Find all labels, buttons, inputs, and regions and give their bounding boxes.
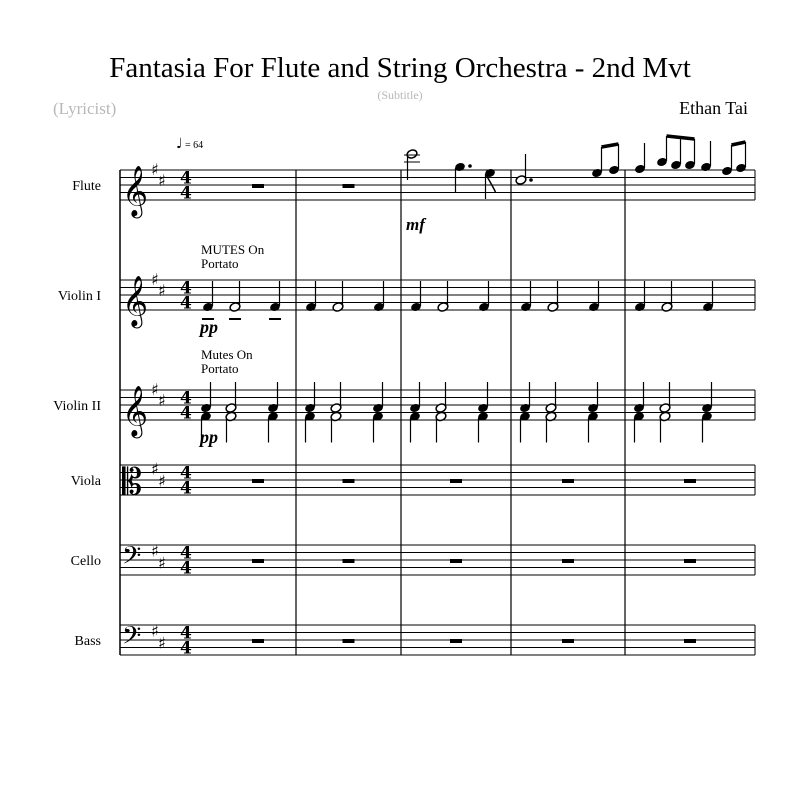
rest-icon [450,639,462,643]
time-sig-bottom: 4 [180,558,192,579]
tempo-marking [176,136,203,152]
sharp-icon: ♯ [158,281,166,300]
time-sig-bottom: 4 [180,638,192,659]
violin2-dynamic-pp: pp [200,427,218,447]
beam [602,144,619,147]
violin2-annotation-line2: Portato [201,361,239,376]
sharp-icon: ♯ [158,391,166,410]
instrument-name: Flute [72,179,101,194]
rest-icon [252,559,264,563]
bass-clef-icon: 𝄢 [122,541,142,577]
time-sig-top: 4 [180,623,192,644]
rest-icon [343,639,355,643]
beam [667,136,695,139]
sharp-icon: ♯ [158,171,166,190]
rest-icon [252,184,264,188]
time-sig-top: 4 [180,388,192,409]
instrument-name: Violin II [53,399,101,414]
time-sig-top: 4 [180,543,192,564]
violin2-annotation-line1: Mutes On [201,347,253,362]
score-lyricist: (Lyricist) [53,99,117,118]
sharp-icon: ♯ [151,380,159,399]
rest-icon [562,479,574,483]
time-sig-top: 4 [180,168,192,189]
dot-icon [468,164,472,168]
sharp-icon: ♯ [151,621,159,641]
tempo-note-icon: ♩ [176,136,183,152]
instrument-name: Cello [70,554,101,569]
rest-icon [684,559,696,563]
rest-icon [343,479,355,483]
time-sig-top: 4 [180,463,192,484]
rest-icon [343,184,355,188]
sharp-icon: ♯ [151,459,159,479]
treble-clef-icon: 𝄞 [122,165,149,217]
rest-icon [252,639,264,643]
rest-icon [562,639,574,643]
treble-clef-icon: 𝄞 [122,385,149,437]
violin1-annotation-line1: MUTES On [201,242,265,257]
instrument-name: Viola [70,474,101,489]
time-sig-top: 4 [180,278,192,299]
violin1-annotation-line2: Portato [201,256,239,271]
score-title: Fantasia For Flute and String Orchestra - 2nd Mvt [109,52,691,84]
sharp-icon: ♯ [151,541,159,561]
alto-clef-icon: 𝄡 [122,462,143,503]
rest-icon [343,559,355,563]
sharp-icon: ♯ [151,160,159,179]
violin1-dynamic-pp: pp [200,317,218,337]
flute-dynamic-mf: mf [406,215,425,234]
rest-icon [450,559,462,563]
dot-icon [529,178,533,182]
score-subtitle: (Subtitle) [377,88,423,102]
time-sig-bottom: 4 [180,293,192,314]
sharp-icon: ♯ [158,633,166,653]
treble-clef-icon: 𝄞 [122,275,149,327]
instrument-name: Bass [74,634,101,649]
beam [732,142,746,145]
rest-icon [252,479,264,483]
time-sig-bottom: 4 [180,478,192,499]
sharp-icon: ♯ [158,471,166,491]
sharp-icon: ♯ [158,553,166,573]
sharp-icon: ♯ [151,270,159,289]
rest-icon [684,639,696,643]
tempo-value: = 64 [185,140,204,151]
score-composer: Ethan Tai [679,98,748,118]
time-sig-bottom: 4 [180,183,192,204]
bass-clef-icon: 𝄢 [122,621,142,657]
instrument-name: Violin I [57,289,101,304]
rest-icon [562,559,574,563]
rest-icon [450,479,462,483]
time-sig-bottom: 4 [180,403,192,424]
rest-icon [684,479,696,483]
